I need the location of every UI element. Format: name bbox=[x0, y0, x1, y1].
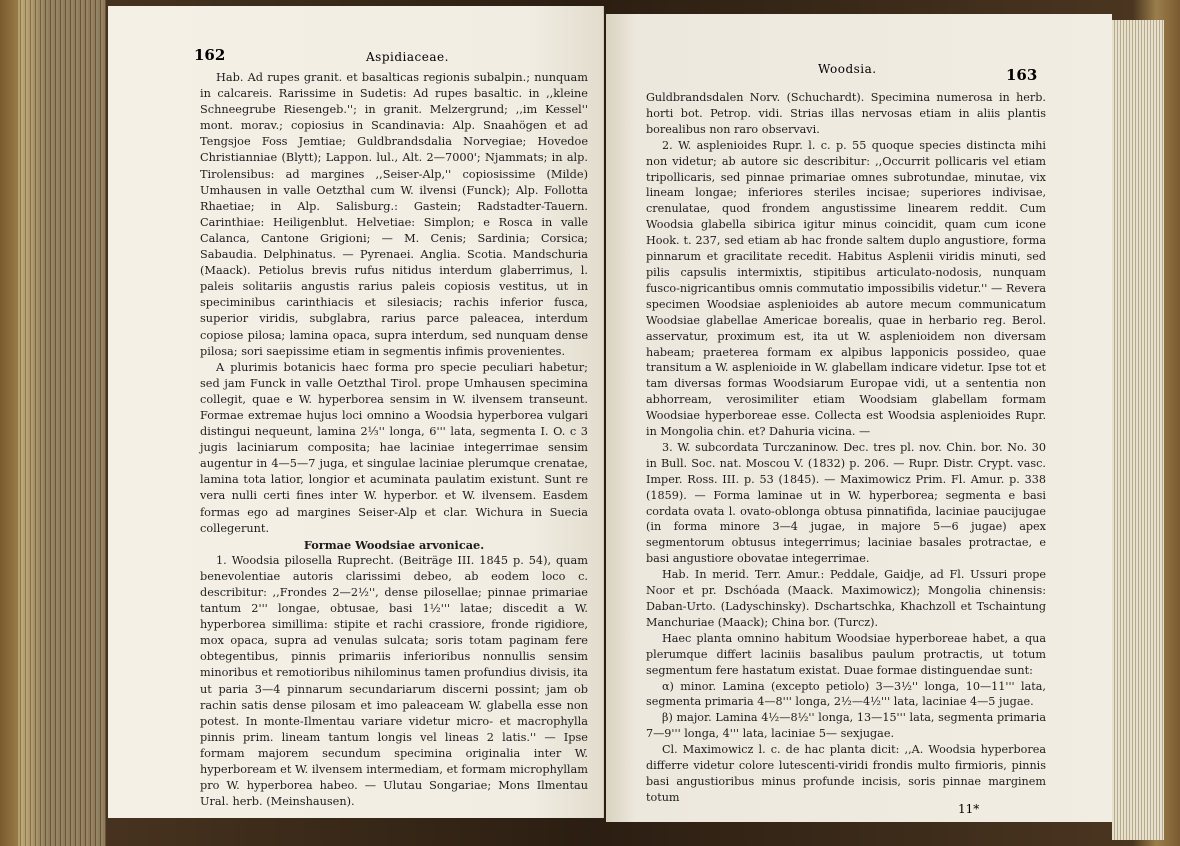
paragraph: 1. Woodsia pilosella Ruprecht. (Beiträge III. 1845 p. 54), quam benevolentiae autoris clarissimi debeo, ab eodem loco c. describitur: ,,Frondes 2—2½'', dense pilosellae; pinnae primariae tantum 2''' longae, obtusae, basi 1½''' latae; discedit a W. hyperborea simillima: stipite et rachi crassiore, fronde rigidiore, mox opaca, supra ad venulas sulcata; soris totam paginam fere obtegentibus, pinnis primariis inferioribus nonnullis sensim minoribus et remotioribus nihilominus tamen profundius divisis, ita ut paria 3—4 pinnarum secundariarum discerni possint; jam ob rachin satis dense pilosam et imo paleaceam W. glabella esse non potest. In monte-Ilmentau variare videtur micro- et macrophylla pinnis prim. lineam tantum longis vel lineas 2 latis.'' — Ipse formam majorem secundum specimina originalia inter W. hyperboream et W. ilvensem intermediam, et formam microphyllam pro W. hyperborea habeo. — Ulutau Songariae; Mons Ilmentau Ural. herb. (Meinshausen). bbox=[200, 553, 588, 809]
paragraph: 2. W. asplenioides Rupr. l. c. p. 55 quoque species distincta mihi non videtur; ab autore sic describitur: ,,Occurrit pollicaris vel etiam tripollicaris, sed pinnae primariae omnes subrotundae, minutae, vix lineam longae; inferiores steriles incisae; superiores indivisae, crenulatae, quod frondem angustissime linearem reddit. Cum Woodsia glabella sibirica igitur minus coincidit, quam cum icone Hook. t. 237, sed etiam ab hac fronde saltem duplo angustiore, forma pinnarum et gracilitate recedit. Habitus Asplenii viridis minuti, sed pilis capsulis intermixtis, stipitibus articulato-nodosis, nunquam fusco-nigricantibus omnis commutatio impossibilis videtur.'' — Revera specimen Woodsiae asplenioides ab autore mecum communicatum Woodsiae glabellae Americae borealis, quae in herbario reg. Berol. asservatur, proximum est, ita ut W. asplenioidem non diversam habeam; praeterea formam ex alpibus lapponicis possideo, quae transitum a W. asplenioide in W. glabellam indicare videtur. Ipse tot et tam diversas formas Woodsiarum Europae vidi, ut a sententia non abhorream, verosimiliter etiam Woodsiam glabellam formam Woodsiae hyperboreae esse. Collecta est Woodsia asplenioides Rupr. in Mongolia chin. et? Dahuria vicina. — bbox=[646, 138, 1046, 439]
section-title: Formae Woodsiae arvonicae. bbox=[303, 537, 485, 552]
paragraph: Hab. Ad rupes granit. et basalticas regionis subalpin.; nunquam in calcareis. Rarissime in Sudetis: Ad rupes basaltic. in ,,kleine Schneegrube Riesengeb.''; in granit. Melzergrund; ,,im Kessel'' mont. morav.; copiosius in Scandinavia: Alp. Snaahögen et ad Tengsjoe Foss Jemtiae; Guldbrandsdalia Norvegiae; Hovedoe Christianniae (Blytt); Lappon. lul., Alt. 2—7000'; Njammats; in alp. Tirolensibus: ad margines ,,Seiser-Alp,'' copiosissime (Milde) Umhausen in valle Oetzthal cum W. ilvensi (Funck); Alp. Follotta Rhaetiae; in Alp. Salisburg.: Gastein; Radstadter-Tauern. Carinthiae: Heiligenblut. Helvetiae: Simplon; e Rosca in valle Calanca, Cantone Grigioni; — M. Cenis; Sardinia; Corsica; Sabaudia. Delphinatus. — Pyrenaei. Anglia. Scotia. Mandschuria (Maack). Petiolus brevis rufus nitidus interdum glaberrimus, l. paleis solitariis angustis rarius paleis copiosis vestitus, ut in speciminibus carinthiacis et silesiacis; rachis inferior fusca, superior viridis, subglabra, rarius parce paleacea, interdum copiose pilosa; lamina opaca, supra interdum, sed nunquam dense pilosa; sori saepissime etiam in segmentis infimis provenientes. bbox=[200, 71, 588, 358]
right-page-body bbox=[646, 90, 1046, 806]
left-page-body bbox=[200, 70, 588, 810]
running-head: Woodsia. bbox=[818, 62, 877, 76]
signature-mark: 11* bbox=[958, 802, 980, 816]
page-number: 162 bbox=[194, 46, 226, 64]
paragraph: Guldbrandsdalen Norv. (Schuchardt). Specimina numerosa in herb. horti bot. Petrop. vidi. Strias illas nervosas etiam in aliis plantis borealibus non raro observavi. bbox=[646, 91, 1046, 136]
right-page-edges bbox=[1112, 20, 1164, 840]
paragraph: Cl. Maximowicz l. c. de hac planta dicit: ,,A. Woodsia hyperborea differre videtur colore lutescenti-viridi frondis multo firmioris, pinnis basi angustioribus minus profunde incisis, soris pinnae marginem totum bbox=[646, 743, 1046, 804]
page-number: 163 bbox=[1006, 66, 1038, 84]
paragraph: β) major. Lamina 4½—8½'' longa, 13—15''' lata, segmenta primaria 7—9''' longa, 4''' lata, laciniae 5— sexjugae. bbox=[646, 711, 1046, 741]
left-page bbox=[108, 6, 604, 818]
running-head: Aspidiaceae. bbox=[366, 50, 449, 64]
right-page bbox=[606, 14, 1112, 822]
paragraph: 3. W. subcordata Turczaninow. Dec. tres pl. nov. Chin. bor. No. 30 in Bull. Soc. nat. Moscou V. (1832) p. 206. — Rupr. Distr. Crypt. vasc. Imper. Ross. III. p. 53 (1845). — Maximowicz Prim. Fl. Amur. p. 338 (1859). — Forma laminae ut in W. hyperborea; segmenta e basi cordata ovata l. ovato-oblonga obtusa pinnatifida, laciniae paucijugae (in forma minore 3—4 jugae, in majore 5—6 jugae) apex segmentorum obtusus integerrimus; laciniae basales protractae, e basi angustiore obovatae integerrimae. bbox=[646, 440, 1046, 566]
paragraph: Hab. In merid. Terr. Amur.: Peddale, Gaidje, ad Fl. Ussuri prope Noor et pr. Dschóada (Maack. Maximowicz); Mongolia chinensis: Daban-Urto. (Ladyschinsky). Dschartschka, Khachzoll et Tschaintung Manchuriae (Maack); China bor. (Turcz). bbox=[646, 568, 1046, 629]
paragraph: A plurimis botanicis haec forma pro specie peculiari habetur; sed jam Funck in valle Oetzthal Tirol. prope Umhausen specimina collegit, quae e W. hyperborea sensim in W. ilvensem transeunt. Formae extremae hujus loci omnino a Woodsia hyperborea vulgari distingui nequeunt, lamina 2⅓'' longa, 6''' lata, segmenta I. O. c 3 jugis laciniarum composita; hae laciniae integerrimae sensim augentur in 4—5—7 juga, et singulae laciniae plerumque crenatae, lamina tota latior, longior et acuminata paulatim existunt. Sunt re vera nulli certi fines inter W. hyperbor. et W. ilvensem. Easdem formas ego ad margines Seiser-Alp et clar. Wichura in Suecia collegerunt. bbox=[200, 360, 588, 535]
paragraph: Haec planta omnino habitum Woodsiae hyperboreae habet, a qua plerumque differt laciniis basalibus paulum protractis, ut totum segmentum fere hastatum existat. Duae formae distinguendae sunt: bbox=[646, 631, 1046, 677]
paragraph: α) minor. Lamina (excepto petiolo) 3—3½'' longa, 10—11''' lata, segmenta primaria 4—8''' longa, 2½—4½''' lata, laciniae 4—5 jugae. bbox=[646, 679, 1046, 709]
left-page-edges bbox=[18, 0, 106, 846]
